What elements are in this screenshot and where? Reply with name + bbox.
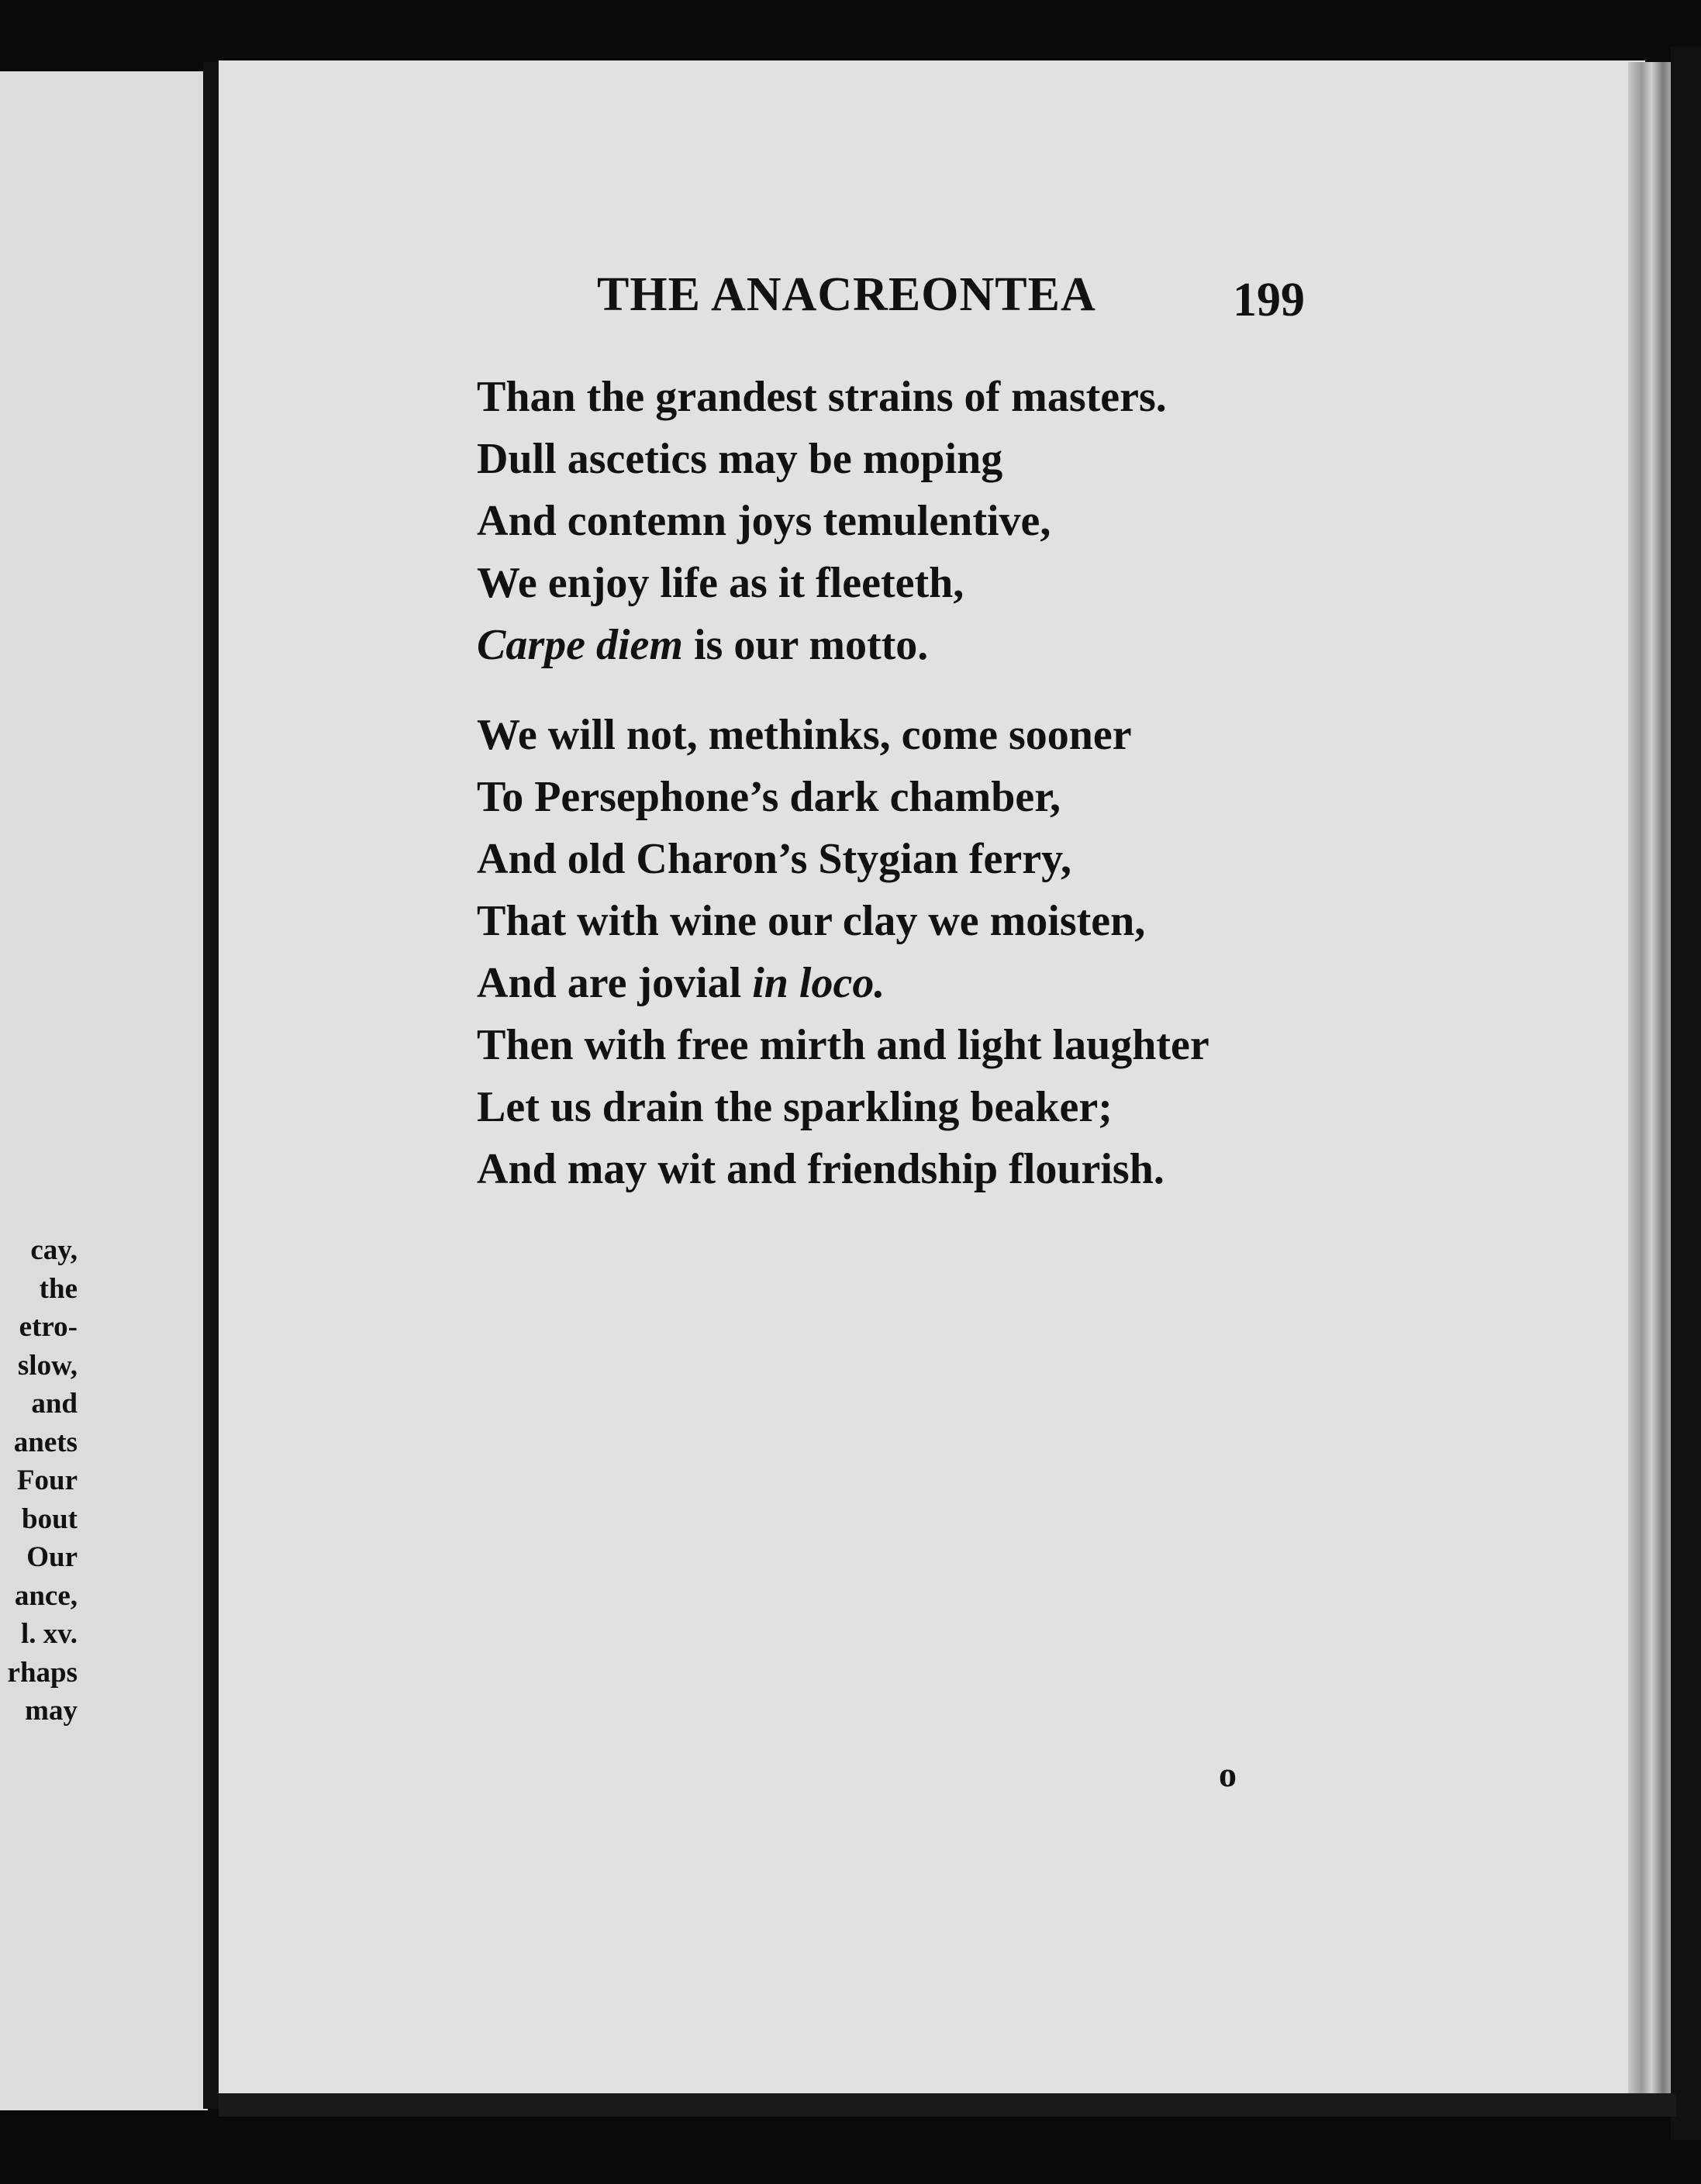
fragment-line: Four: [16, 1465, 78, 1496]
poem-line: We will not, methinks, come sooner: [477, 711, 1132, 759]
fragment-line: ance,: [14, 1579, 78, 1612]
poem-line: Let us drain the sparkling beaker;: [477, 1083, 1113, 1131]
poem-line: We enjoy life as it fleeteth,: [477, 559, 964, 607]
poem-line: Dull ascetics may be moping: [477, 435, 1003, 483]
fragment-line: the: [39, 1272, 78, 1305]
signature-mark: o: [1219, 1754, 1237, 1794]
fragment-line: rhaps: [7, 1656, 78, 1689]
fragment-line: may: [25, 1695, 78, 1727]
fragment-line: bout: [22, 1503, 78, 1535]
scan-border-right: [1671, 47, 1701, 2140]
poem-line: That with wine our clay we moisten,: [477, 897, 1146, 945]
poem-line: Then with free mirth and light laughter: [477, 1021, 1209, 1069]
poem-line: Carpe diem is our motto.: [477, 621, 929, 669]
fragment-line: l. xv.: [21, 1618, 78, 1650]
fragment-line: slow,: [17, 1349, 78, 1382]
fragment-line: anets: [13, 1426, 78, 1458]
italic-phrase: Carpe diem: [477, 621, 683, 669]
poem-line: And old Charon’s Stygian ferry,: [477, 835, 1071, 883]
page-edges: [1628, 62, 1675, 2101]
fragment-line: and: [31, 1388, 78, 1420]
fragment-line: cay,: [30, 1234, 78, 1266]
fragment-line: Our: [26, 1541, 78, 1573]
poem-line: And may wit and friendship flourish.: [477, 1145, 1164, 1193]
poem-line: To Persephone’s dark chamber,: [477, 773, 1061, 821]
italic-phrase: in loco.: [752, 959, 885, 1007]
facing-page-text-fragment: [8, 1231, 78, 1730]
page-number: 199: [1233, 274, 1305, 326]
running-head: THE ANACREONTEA: [597, 268, 1096, 321]
poem-line: Than the grandest strains of masters.: [477, 373, 1167, 421]
poem-line: And are jovial in loco.: [477, 959, 885, 1007]
scan-border-bottom: [219, 2093, 1676, 2117]
poem-line: And contemn joys temulentive,: [477, 497, 1051, 545]
fragment-line: etro-: [19, 1311, 78, 1343]
stanza-2: [477, 704, 1209, 1200]
stanza-1: [477, 366, 1167, 676]
facing-left-page: [0, 71, 208, 2110]
